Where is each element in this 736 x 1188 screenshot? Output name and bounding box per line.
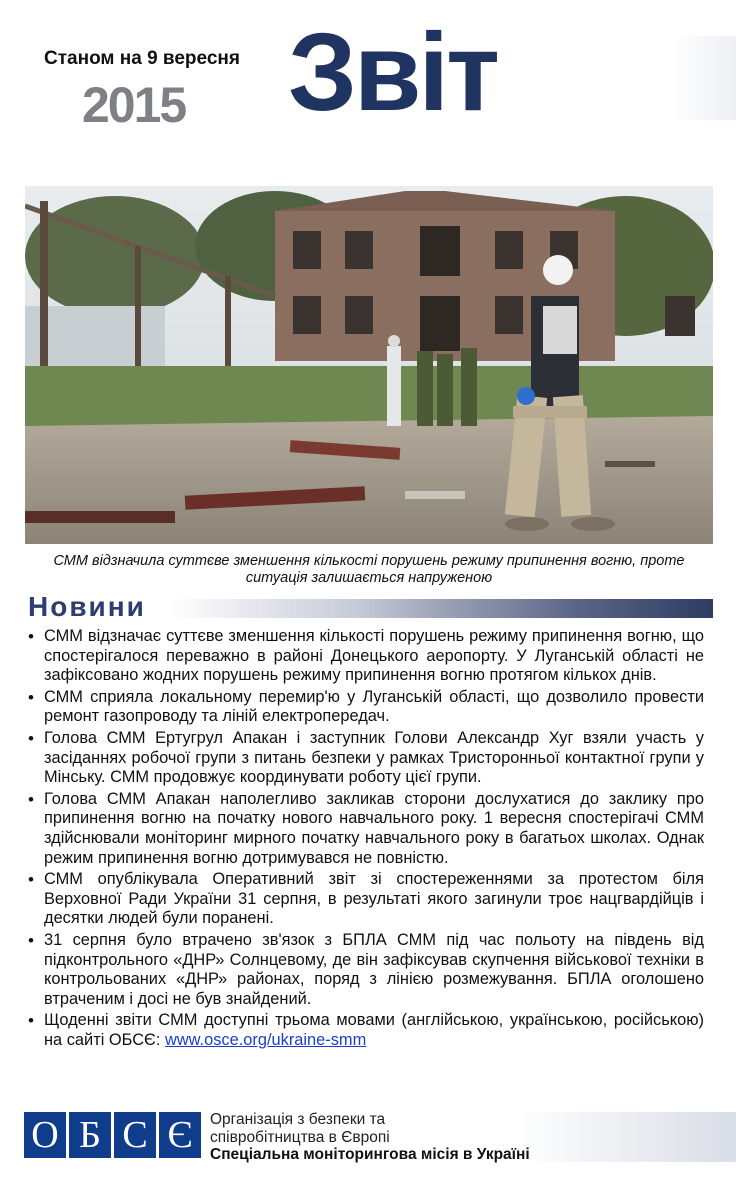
list-item bbox=[28, 1011, 704, 1050]
news-list bbox=[28, 627, 704, 1052]
org-line-1: Організація з безпеки та bbox=[210, 1111, 386, 1128]
organization-name bbox=[210, 1111, 530, 1164]
list-item: • СММ сприяла локальному перемир'ю у Луганській області, що дозволило провести ремонт газопроводу та ліній електропередач. bbox=[28, 688, 704, 727]
list-item: • Голова СММ Апакан наполегливо закликав сторони дослухатися до заклику про припинення вогню на початку нового навчального року. 1 вересня спостерігачі СММ здійснювали моніторинг мирного початку навчального року в багатьох школах. Однак режим припинення вогню дотримувався не повністю. bbox=[28, 790, 704, 868]
osce-smm-link[interactable]: www.osce.org/ukraine-smm bbox=[164, 1030, 367, 1049]
logo-letter: Б bbox=[69, 1112, 111, 1158]
photo-illustration bbox=[25, 186, 713, 544]
osce-logo bbox=[24, 1112, 201, 1158]
list-item: • СММ опублікувала Оперативний звіт зі спостереженнями за протестом біля Верховної Ради України 31 серпня, в результаті якого загинули троє нацгвардійців і десятки людей були поранені. bbox=[28, 870, 704, 929]
news-heading-bar bbox=[168, 599, 713, 618]
logo-letter: Є bbox=[159, 1112, 201, 1158]
list-item: • СММ відзначає суттєве зменшення кількості порушень режиму припинення вогню, що спостерігалося переважно в районі Донецького аеропорту. У Луганській області не зафіксовано жодних порушень режиму припинення вогню протягом кількох днів. bbox=[28, 627, 704, 686]
news-heading: Новини bbox=[28, 591, 146, 622]
mission-name: Спеціальна моніторингова місія в Україні bbox=[210, 1146, 530, 1163]
report-title: Звіт bbox=[288, 11, 497, 134]
logo-letter: О bbox=[24, 1112, 66, 1158]
logo-letter: С bbox=[114, 1112, 156, 1158]
list-item: • 31 серпня було втрачено зв'язок з БПЛА СММ під час польоту на південь від підконтрольного «ДНР» Солнцевому, де він зафіксував скупчення військової техніки в контрольованих «ДНР» районах, поряд з лінією розмежування. БПЛА оголошено втраченим і досі не був знайдений. bbox=[28, 931, 704, 1009]
org-line-2: співробітництва в Європі bbox=[210, 1128, 390, 1146]
header-decoration bbox=[672, 36, 736, 120]
report-date: Станом на 9 вересня bbox=[44, 48, 240, 69]
reports-text: Щоденні звіти СММ доступні трьома мовами (англійською, українською, російською) на сайті ОБСЄ: bbox=[44, 1011, 704, 1049]
list-item: • Голова СММ Ертугрул Апакан і заступник Голови Александр Хуг взяли участь у засіданнях робочої групи з питань безпеки у рамках Тристоронньої контактної групи у Мінську. СММ продовжує координувати роботу цієї групи. bbox=[28, 729, 704, 788]
report-year: 2015 bbox=[82, 77, 186, 133]
photo-caption: СММ відзначила суттєве зменшення кількості порушень режиму припинення вогню, проте ситуація залишається напруженою bbox=[53, 553, 685, 586]
report-photo bbox=[25, 186, 713, 544]
